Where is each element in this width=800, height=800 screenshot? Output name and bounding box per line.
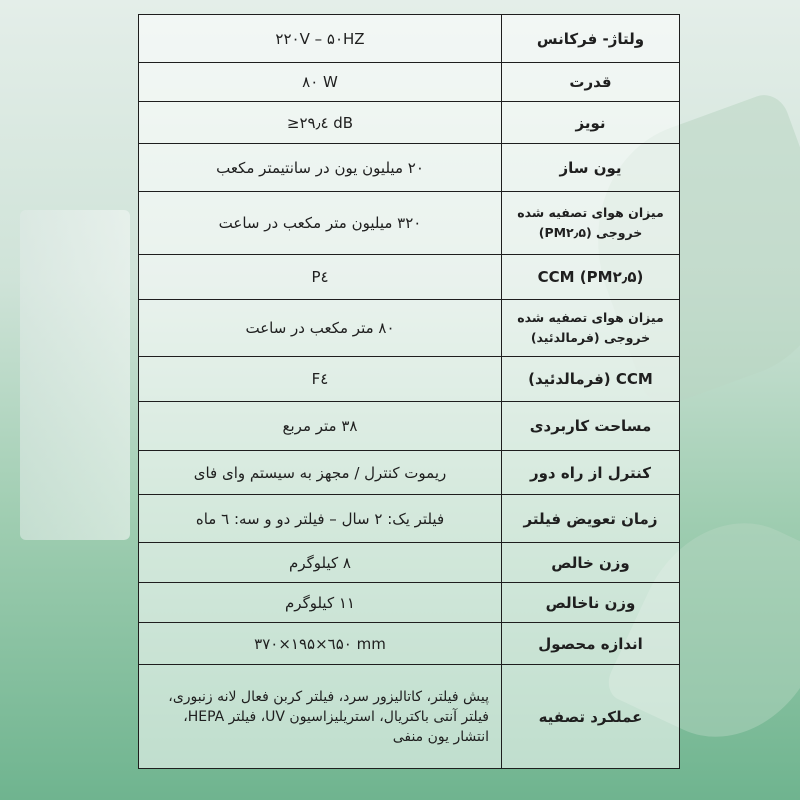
spec-label: وزن ناخالص [502,583,680,623]
table-row [139,255,680,300]
table-row [139,665,680,769]
table-row [139,543,680,583]
spec-value: ۲۲۰V – ۵۰HZ [139,15,502,63]
spec-label: میزان هوای تصفیه شده خروجی (PM۲٫۵) [502,192,680,255]
table-row [139,357,680,402]
spec-value: ۸ کیلوگرم [139,543,502,583]
spec-table [138,14,680,769]
spec-value: ۳۷۰×۱۹۵×٦۵۰ mm [139,623,502,665]
table-row [139,495,680,543]
table-row [139,63,680,102]
table-row [139,300,680,357]
table-row [139,15,680,63]
spec-value: ۲۰ میلیون یون در سانتیمتر مکعب [139,144,502,192]
spec-value: ریموت کنترل / مجهز به سیستم وای فای [139,451,502,495]
spec-label: CCM (فرمالدئید) [502,357,680,402]
spec-label: ولتاژ- فرکانس [502,15,680,63]
spec-label: وزن خالص [502,543,680,583]
table-row [139,102,680,144]
spec-value: ۱۱ کیلوگرم [139,583,502,623]
spec-label: اندازه محصول [502,623,680,665]
spec-label: CCM (PM۲٫۵) [502,255,680,300]
spec-value: ۳۲۰ میلیون متر مکعب در ساعت [139,192,502,255]
spec-value: فیلتر یک: ۲ سال – فیلتر دو و سه: ٦ ماه [139,495,502,543]
table-row [139,451,680,495]
spec-value: ۸۰ متر مکعب در ساعت [139,300,502,357]
spec-value: F٤ [139,357,502,402]
spec-label: مساحت کاربردی [502,402,680,451]
spec-value: ۸۰ W [139,63,502,102]
table-row [139,192,680,255]
spec-value: P٤ [139,255,502,300]
spec-value: پیش فیلتر، کاتالیزور سرد، فیلتر کربن فعال لانه زنبوری، فیلتر آنتی باکتریال، استریلیزاسیون UV، فیلتر HEPA، انتشار یون منفی [139,665,502,769]
spec-label: عملکرد تصفیه [502,665,680,769]
spec-label: کنترل از راه دور [502,451,680,495]
table-row [139,402,680,451]
background-device [20,210,130,540]
spec-value: ۳۸ متر مربع [139,402,502,451]
spec-label: میزان هوای تصفیه شده خروجی (فرمالدئید) [502,300,680,357]
table-row [139,144,680,192]
table-row [139,623,680,665]
spec-label: قدرت [502,63,680,102]
spec-label: یون ساز [502,144,680,192]
table-row [139,583,680,623]
spec-label: زمان تعویض فیلتر [502,495,680,543]
spec-value: ≥۲۹٫٤ dB [139,102,502,144]
spec-label: نویز [502,102,680,144]
